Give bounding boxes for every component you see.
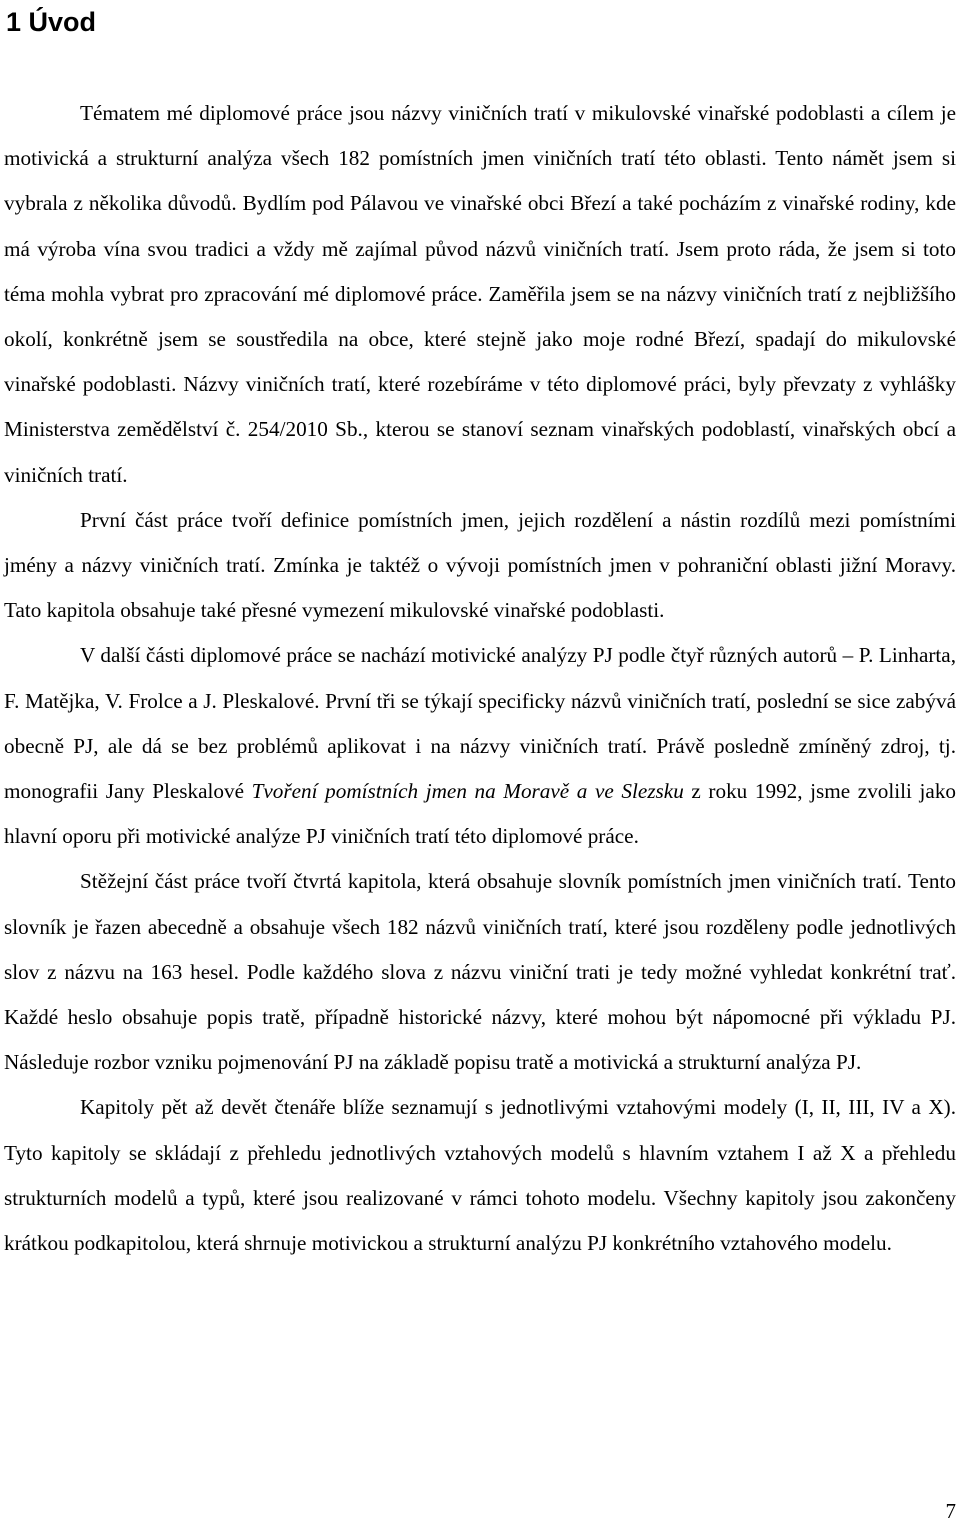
cited-book-title: Tvoření pomístních jmen na Moravě a ve Slezsku: [251, 779, 684, 804]
body-text: [4, 91, 956, 1266]
paragraph-motivic-analyses-text: V další části diplomové práce se nachází motivické analýzy PJ podle čtyř různých autorů – P. Linharta, F. Matějka, V. Frolce a J. Pleskalové. První tři se týkají specificky názvů viničních tratí, poslední se sice zabývá obecně PJ, ale dá se bez problémů aplikovat i na názvy viničních tratí. Právě posledně zmíněný zdroj, tj. monografii Jany Pleskalové: [4, 643, 956, 804]
paragraph-first-part: První část práce tvoří definice pomístních jmen, jejich rozdělení a nástin rozdílů mezi pomístními jmény a názvy viničních tratí. Zmínka je taktéž o vývoji pomístních jmen v pohraniční oblasti jižní Moravy. Tato kapitola obsahuje také přesné vymezení mikulovské vinařské podoblasti.: [4, 507, 956, 623]
paragraph-intro: Tématem mé diplomové práce jsou názvy viničních tratí v mikulovské vinařské podoblasti a cílem je motivická a strukturní analýza všech 182 pomístních jmen viničních tratí této oblasti. Tento námět jsem si vybrala z několika důvodů. Bydlím pod Pálavou ve vinařské obci Březí a také pocházím z vinařské rodiny, kde má výroba vína svou tradici a vždy mě zajímal původ názvů viničních tratí. Jsem proto ráda, že jsem si toto téma mohla vybrat pro zpracování mé diplomové práce. Zaměřila jsem se na názvy viničních tratí z nejbližšího okolí, konkrétně jsem se soustředila na obce, které stejně jako moje rodné Březí, spadají do mikulovské vinařské podoblasti. Názvy viničních tratí, které rozebíráme v této diplomové práci, byly převzaty z vyhlášky Ministerstva zemědělství č. 254/2010 Sb., kterou se stanoví seznam vinařských podoblastí, vinařských obcí a viničních tratí.: [4, 101, 956, 487]
paragraph-motivic-analyses-tail: z roku 1992, jsme zvolili jako hlavní oporu při motivické analýze PJ viničních tratí této diplomové práce.: [4, 779, 957, 849]
chapter-heading: 1 Úvod: [6, 7, 97, 37]
paragraph-motivic-analyses: [4, 633, 956, 859]
paragraph-models: Kapitoly pět až devět čtenáře blíže seznamují s jednotlivými vztahovými modely (I, II, III, IV a X). Tyto kapitoly se skládají z přehledu jednotlivých vztahových modelů s hlavním vztahem I až X a přehledu strukturních modelů a typů, které jsou realizované v rámci tohoto modelu. Všechny kapitoly jsou zakončeny krátkou podkapitolou, která shrnuje motivickou a strukturní analýzu PJ konkrétního vztahového modelu.: [4, 1095, 956, 1256]
paragraph-dictionary: Stěžejní část práce tvoří čtvrtá kapitola, která obsahuje slovník pomístních jmen viničních tratí. Tento slovník je řazen abecedně a obsahuje všech 182 názvů viničních tratí, které jsou rozděleny podle jednotlivých slov z názvu na 163 hesel. Podle každého slova z názvu viniční trati je tedy možné vyhledat konkrétní trať. Každé heslo obsahuje popis tratě, případně historické názvy, které mohou být nápomocné při výkladu PJ. Následuje rozbor vzniku pojmenování PJ na základě popisu tratě a motivická a strukturní analýza PJ.: [4, 869, 956, 1075]
page-number: 7: [945, 1499, 956, 1523]
